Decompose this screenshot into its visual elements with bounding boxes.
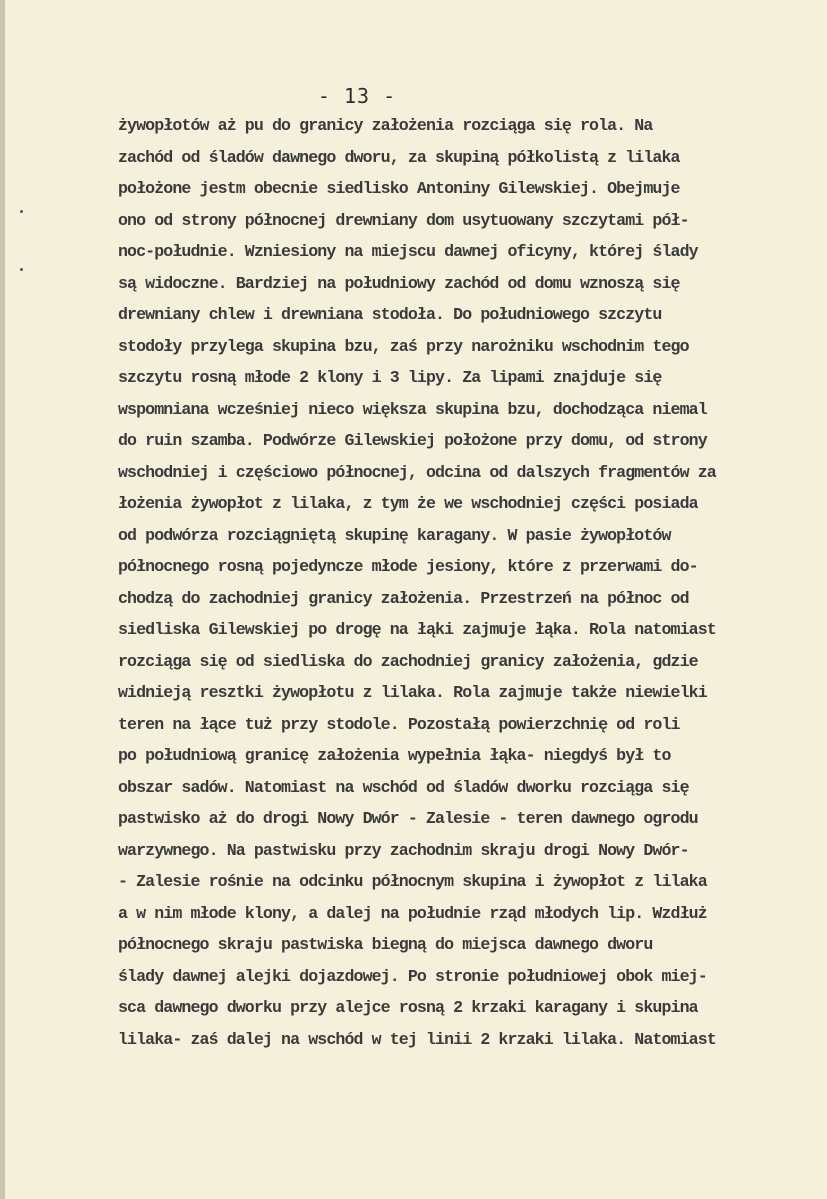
page-number: - 13 -	[317, 84, 397, 108]
text-line: do ruin szamba. Podwórze Gilewskiej położone przy domu, od strony	[118, 431, 707, 450]
body-text	[118, 110, 827, 1055]
text-line: zachód od śladów dawnego dworu, za skupiną półkolistą z lilaka	[118, 147, 680, 167]
text-line: wspomniana wcześniej nieco większa skupina bzu, dochodząca niemal	[118, 399, 707, 419]
text-line: widnieją resztki żywopłotu z lilaka. Rola zajmuje także niewielki	[118, 683, 707, 702]
text-line: warzywnego. Na pastwisku przy zachodnim skraju drogi Nowy Dwór-	[118, 840, 689, 860]
text-line: od podwórza rozciągniętą skupinę karagany. W pasie żywopłotów	[118, 525, 671, 545]
text-line: chodzą do zachodniej granicy założenia. Przestrzeń na północ od	[118, 588, 689, 608]
text-line: lilaka- zaś dalej na wschód w tej linii 2 krzaki lilaka. Natomiast	[118, 1029, 716, 1049]
text-line: ono od strony północnej drewniany dom usytuowany szczytami pół-	[118, 210, 689, 230]
text-line: wschodniej i częściowo północnej, odcina od dalszych fragmentów za	[118, 462, 716, 482]
text-line: stodoły przylega skupina bzu, zaś przy narożniku wschodnim tego	[118, 336, 689, 356]
text-line: - Zalesie rośnie na odcinku północnym skupina i żywopłot z lilaka	[118, 872, 707, 891]
text-line: rozciąga się od siedliska do zachodniej granicy założenia, gdzie	[118, 651, 698, 671]
text-line: położone jestm obecnie siedlisko Antoniny Gilewskiej. Obejmuje	[118, 179, 680, 198]
text-line: teren na łące tuż przy stodole. Pozostałą powierzchnię od roli	[118, 714, 680, 734]
text-line: siedliska Gilewskiej po drogę na łąki zajmuje łąka. Rola natomiast	[118, 620, 716, 639]
text-line: żywopłotów aż pu do granicy założenia rozciąga się rola. Na	[118, 116, 653, 135]
text-line: północnego skraju pastwiska biegną do miejsca dawnego dworu	[118, 935, 653, 954]
text-line: są widoczne. Bardziej na południowy zachód od domu wznoszą się	[118, 273, 680, 293]
text-line: a w nim młode klony, a dalej na południe rząd młodych lip. Wzdłuż	[118, 903, 707, 923]
text-line: pastwisko aż do drogi Nowy Dwór - Zalesie - teren dawnego ogrodu	[118, 809, 698, 828]
text-line: szczytu rosną młode 2 klony i 3 lipy. Za lipami znajduje się	[118, 368, 662, 387]
text-line: drewniany chlew i drewniana stodoła. Do południowego szczytu	[118, 305, 662, 324]
text-line: łożenia żywopłot z lilaka, z tym że we wschodniej części posiada	[118, 494, 698, 513]
margin-mark	[20, 268, 23, 271]
text-line: noc-południe. Wzniesiony na miejscu dawnej oficyny, której ślady	[118, 242, 698, 261]
margin-mark	[20, 210, 23, 213]
text-line: po południową granicę założenia wypełnia łąka- niegdyś był to	[118, 746, 671, 765]
text-line: obszar sadów. Natomiast na wschód od śladów dworku rozciąga się	[118, 777, 689, 797]
page-left-edge	[0, 0, 5, 1199]
text-line: sca dawnego dworku przy alejce rosną 2 krzaki karagany i skupina	[118, 998, 698, 1017]
text-line: ślady dawnej alejki dojazdowej. Po stronie południowej obok miej-	[118, 966, 707, 986]
text-line: północnego rosną pojedyncze młode jesiony, które z przerwami do-	[118, 557, 698, 576]
